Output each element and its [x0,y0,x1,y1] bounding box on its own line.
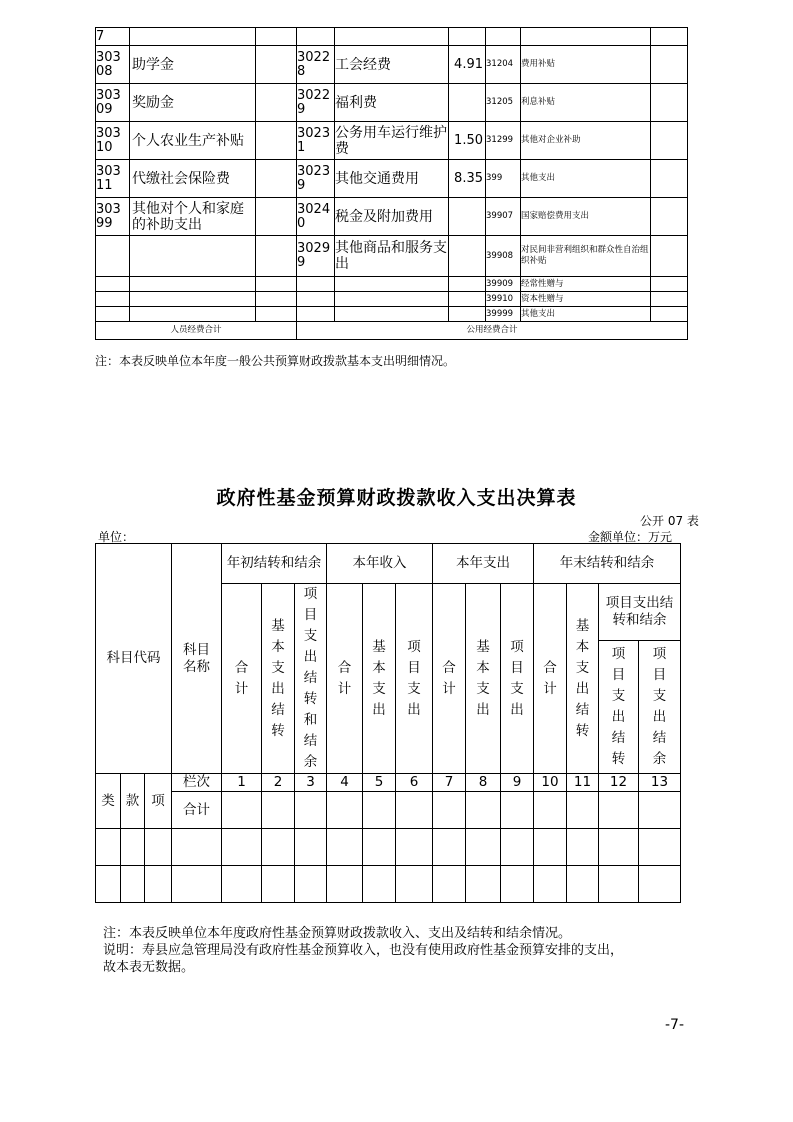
total-row [96,322,688,340]
table-number: 公开 07 表 [640,514,699,528]
subject-name-cell: 经常性赠与 [521,277,651,292]
table-cell [121,866,145,903]
gov-fund-budget-table [95,543,681,903]
header-expense-project: 项目支出 [501,584,534,774]
table-row [96,160,688,198]
col-num: 7 [433,774,466,792]
subject-code-cell: 39999 [486,307,521,322]
subject-name-cell: 福利费 [335,84,449,122]
table-row [96,198,688,236]
subject-name-cell [335,277,449,292]
table-cell [396,829,433,866]
row-total-label: 合计 [172,792,222,829]
amount-cell [651,122,688,160]
table-cell [639,792,681,829]
page-number: -7- [665,1017,685,1033]
subject-name-cell: 公务用车运行维护费 [335,122,449,160]
subject-name-cell [521,28,651,46]
subject-code-cell [96,277,130,292]
table-cell [262,829,295,866]
table-cell [363,829,396,866]
amount-cell [256,46,297,84]
note-line: 故本表无数据。 [103,960,195,975]
header-begin-basic-carry: 基本支出结转 [262,584,295,774]
subject-code-cell: 30240 [297,198,335,236]
note-line: 注：本表反映单位本年度政府性基金预算财政拨款收入、支出及结转和结余情况。 [103,926,572,941]
amount-cell: 1.50 [449,122,486,160]
table-cell [363,792,396,829]
unit-label: 单位： [98,530,135,544]
subject-name-cell: 其他支出 [521,160,651,198]
header-end-project-balance: 项目支出结余 [639,641,681,774]
header-end-basic-carry: 基本支出结转 [567,584,599,774]
table-row [96,866,681,903]
amount-cell [651,84,688,122]
amount-cell [256,198,297,236]
subject-code-cell: 39910 [486,292,521,307]
table-cell [145,829,172,866]
subject-code-cell: 30308 [96,46,130,84]
amount-cell [651,236,688,277]
subject-name-cell [130,292,256,307]
table-cell [599,829,639,866]
header-income-basic: 基本支出 [363,584,396,774]
table-row [96,829,681,866]
table-cell [96,866,121,903]
table-cell [567,829,599,866]
header-end-total: 合计 [534,584,567,774]
subject-code-cell: 39907 [486,198,521,236]
subject-name-cell: 对民间非营利组织和群众性自治组织补贴 [521,236,651,277]
table-cell [222,829,262,866]
subject-name-cell: 其他商品和服务支出 [335,236,449,277]
header-end-project-carry: 项目支出结转 [599,641,639,774]
amount-cell [449,277,486,292]
table-cell [639,829,681,866]
subject-code-cell [96,292,130,307]
col-num: 11 [567,774,599,792]
subject-name-cell [335,307,449,322]
amount-cell [651,160,688,198]
table-cell [501,792,534,829]
col-num: 3 [295,774,327,792]
table-row [96,122,688,160]
table-cell [262,866,295,903]
header-expense: 本年支出 [433,544,534,584]
table-row [96,236,688,277]
col-num: 8 [466,774,501,792]
header-lei: 类 [96,774,121,829]
table-cell [145,866,172,903]
subject-code-cell: 7 [96,28,130,46]
amount-cell [449,28,486,46]
table-cell [534,829,567,866]
amount-cell [651,277,688,292]
amount-cell [256,292,297,307]
col-num: 9 [501,774,534,792]
subject-name-cell: 其他支出 [521,307,651,322]
table-row [96,46,688,84]
amount-cell [256,307,297,322]
subject-name-cell: 其他交通费用 [335,160,449,198]
col-num: 4 [327,774,363,792]
subject-code-cell: 30239 [297,160,335,198]
table-cell [396,792,433,829]
table-cell [363,866,396,903]
table-cell [222,866,262,903]
amount-cell [256,122,297,160]
amount-cell [256,160,297,198]
table-cell [433,792,466,829]
table-cell [396,866,433,903]
subject-code-cell: 30228 [297,46,335,84]
table-cell [295,829,327,866]
subject-code-cell: 30310 [96,122,130,160]
table-cell [172,866,222,903]
subject-code-cell [297,28,335,46]
header-begin-project-carry-balance: 项目支出结转和结余 [295,584,327,774]
subject-code-cell: 30311 [96,160,130,198]
subject-name-cell [130,307,256,322]
table-cell [466,866,501,903]
subject-code-cell [297,292,335,307]
col-num: 5 [363,774,396,792]
basic-expenditure-detail-table [95,27,688,340]
subject-code-cell: 30231 [297,122,335,160]
subject-name-cell: 工会经费 [335,46,449,84]
subject-code-cell [297,307,335,322]
table-cell [534,866,567,903]
subject-code-cell: 31299 [486,122,521,160]
table-row [96,292,688,307]
table-cell [295,792,327,829]
subject-name-cell: 税金及附加费用 [335,198,449,236]
table-cell [639,866,681,903]
table-cell [262,792,295,829]
table-cell [222,792,262,829]
table-cell [327,866,363,903]
col-num: 1 [222,774,262,792]
col-num: 6 [396,774,433,792]
subject-name-cell [335,28,449,46]
amount-cell [651,28,688,46]
amount-cell [651,292,688,307]
subject-code-cell: 30399 [96,198,130,236]
table-row [96,307,688,322]
header-begin-total: 合计 [222,584,262,774]
table1-note: 注：本表反映单位本年度一般公共预算财政拨款基本支出明细情况。 [95,354,456,368]
table-cell [501,829,534,866]
subject-code-cell: 399 [486,160,521,198]
amount-cell [651,307,688,322]
personnel-total-label: 人员经费合计 [96,322,297,340]
subject-name-cell: 费用补贴 [521,46,651,84]
table-cell [501,866,534,903]
subject-name-cell [130,28,256,46]
amount-cell [449,292,486,307]
amount-cell [449,198,486,236]
public-total-label: 公用经费合计 [297,322,688,340]
header-expense-total: 合计 [433,584,466,774]
subject-name-cell: 其他对个人和家庭的补助支出 [130,198,256,236]
subject-name-cell: 奖励金 [130,84,256,122]
subject-name-cell [335,292,449,307]
header-subject-code: 科目代码 [96,544,172,774]
amount-cell [651,46,688,84]
table-cell [327,829,363,866]
table-cell [96,829,121,866]
subject-code-cell: 30299 [297,236,335,277]
subject-code-cell [297,277,335,292]
header-end-project-carry-balance: 项目支出结转和结余 [599,584,681,641]
amount-cell [256,236,297,277]
col-num: 10 [534,774,567,792]
subject-name-cell: 个人农业生产补贴 [130,122,256,160]
amount-cell [256,28,297,46]
table2-note [103,925,623,976]
amount-cell [651,198,688,236]
subject-code-cell [96,236,130,277]
table-cell [534,792,567,829]
subject-code-cell: 39909 [486,277,521,292]
table-cell [599,792,639,829]
col-num: 2 [262,774,295,792]
table-cell [172,829,222,866]
subject-name-cell [130,277,256,292]
table-row [96,277,688,292]
col-num: 12 [599,774,639,792]
table-row [96,28,688,46]
header-income: 本年收入 [327,544,433,584]
note-line: 说明：寿县应急管理局没有政府性基金预算收入，也没有使用政府性基金预算安排的支出， [103,943,624,958]
table-cell [121,829,145,866]
subject-code-cell [96,307,130,322]
subject-name-cell: 资本性赠与 [521,292,651,307]
page-title: 政府性基金预算财政拨款收入支出决算表 [216,487,577,509]
amount-cell [449,84,486,122]
header-income-project: 项目支出 [396,584,433,774]
header-begin-balance: 年初结转和结余 [222,544,327,584]
table-cell [599,866,639,903]
header-subject-name: 科目名称 [172,544,222,774]
header-income-total: 合计 [327,584,363,774]
header-kuan: 款 [121,774,145,829]
amount-unit-label: 金额单位：万元 [588,530,673,544]
subject-name-cell: 国家赔偿费用支出 [521,198,651,236]
subject-code-cell: 39908 [486,236,521,277]
amount-cell [256,84,297,122]
subject-code-cell: 30309 [96,84,130,122]
table-cell [567,866,599,903]
subject-name-cell: 代缴社会保险费 [130,160,256,198]
subject-code-cell: 31205 [486,84,521,122]
table-row [96,84,688,122]
header-expense-basic: 基本支出 [466,584,501,774]
amount-cell: 8.35 [449,160,486,198]
header-xiang: 项 [145,774,172,829]
subject-name-cell: 其他对企业补助 [521,122,651,160]
table-cell [433,866,466,903]
table-cell [466,792,501,829]
table-cell [466,829,501,866]
header-lanci: 栏次 [172,774,222,792]
table-cell [295,866,327,903]
subject-code-cell [486,28,521,46]
subject-name-cell [130,236,256,277]
subject-name-cell: 利息补贴 [521,84,651,122]
amount-cell [256,277,297,292]
amount-cell: 4.91 [449,46,486,84]
col-num: 13 [639,774,681,792]
amount-cell [449,307,486,322]
subject-name-cell: 助学金 [130,46,256,84]
header-end-balance: 年末结转和结余 [534,544,681,584]
table-cell [433,829,466,866]
table-cell [327,792,363,829]
table-cell [567,792,599,829]
subject-code-cell: 30229 [297,84,335,122]
amount-cell [449,236,486,277]
subject-code-cell: 31204 [486,46,521,84]
